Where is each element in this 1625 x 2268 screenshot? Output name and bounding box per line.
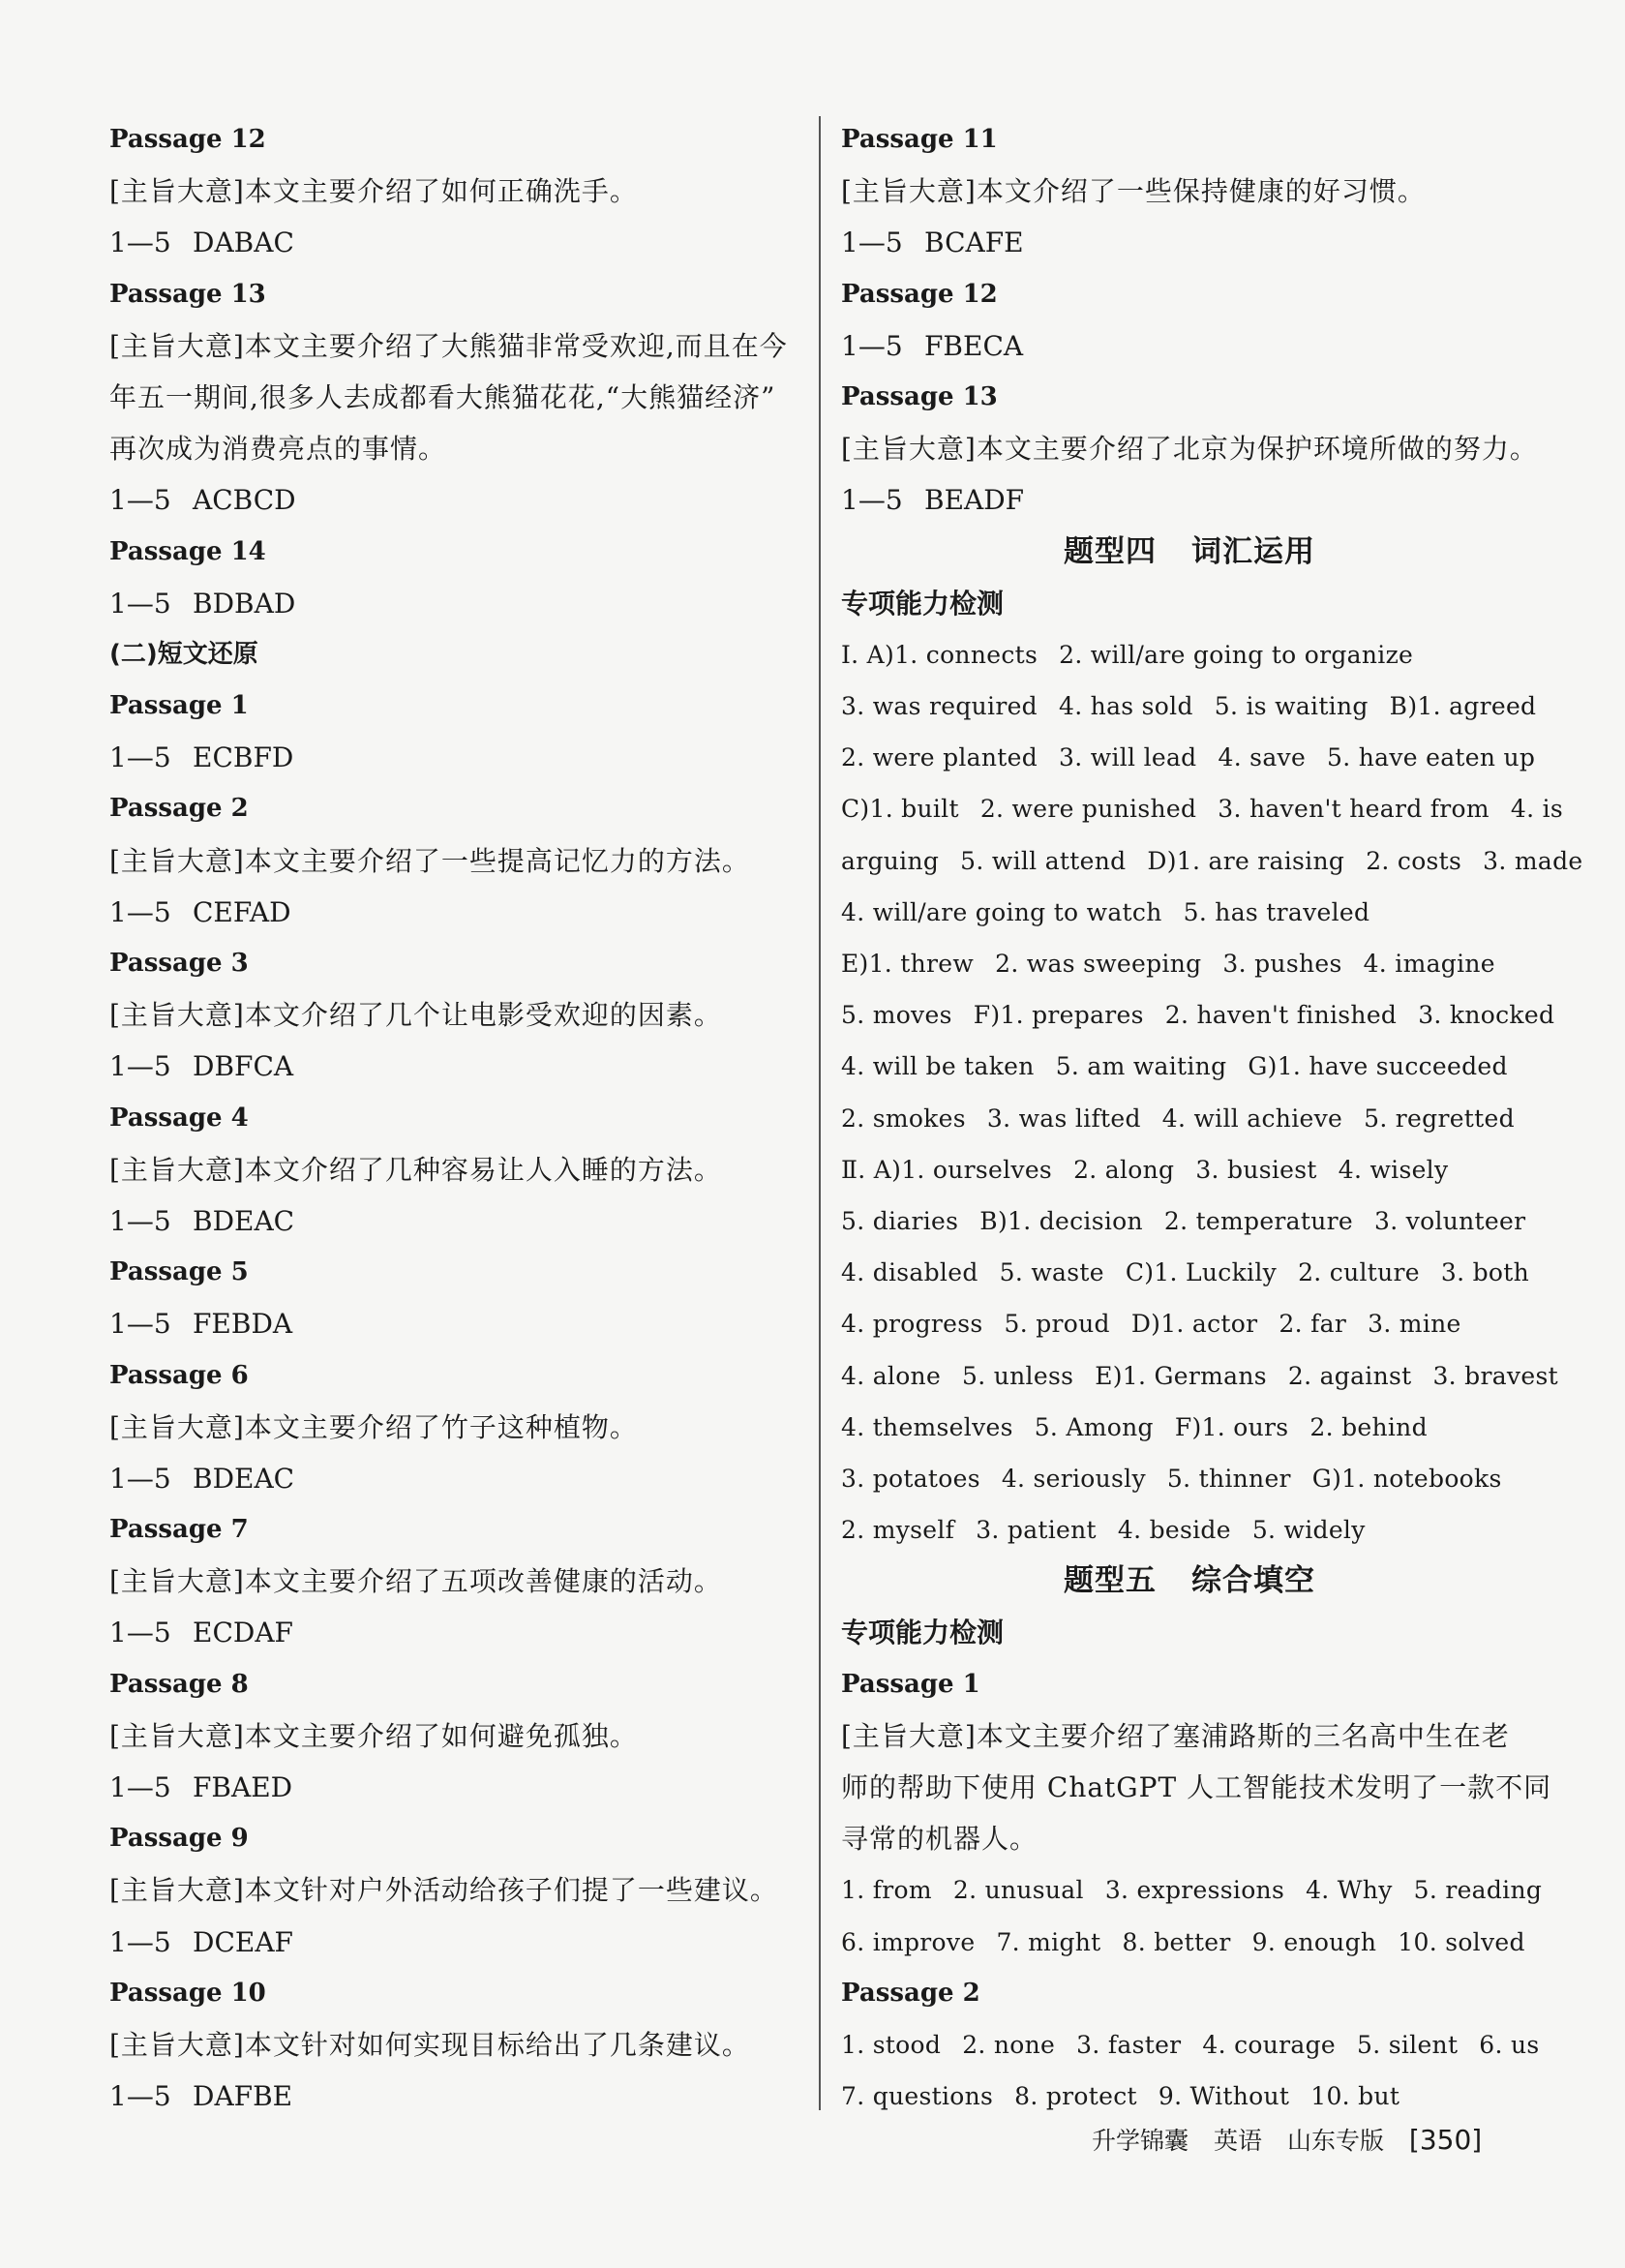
answer-item: 2. myself <box>841 1516 955 1545</box>
left-column <box>109 114 797 2122</box>
answer-line <box>109 1298 797 1349</box>
summary-text: [主旨大意]本文介绍了几个让电影受欢迎的因素。 <box>109 999 722 1032</box>
answer-line <box>109 217 797 268</box>
passage-heading: Passage 7 <box>109 1515 249 1545</box>
footer-edition: 山东专版 <box>1286 2127 1384 2155</box>
answer-item: 9. Without <box>1158 2082 1290 2111</box>
answer-item: 9. enough <box>1251 1927 1377 1956</box>
answer-item: 3. bravest <box>1432 1361 1558 1390</box>
answer-letters: BDEAC <box>193 1204 295 1237</box>
answer-letters: BDBAD <box>193 587 296 620</box>
answer-text-line <box>841 2019 1538 2071</box>
answer-letters: BEADF <box>924 484 1025 517</box>
answer-item: 3. was lifted <box>986 1104 1141 1133</box>
answer-range: 1—5 <box>109 1771 171 1803</box>
answer-item: 5. have eaten up <box>1327 743 1536 772</box>
answer-letters: FBECA <box>924 329 1024 362</box>
answer-letters: CEFAD <box>193 895 291 928</box>
answer-line <box>841 474 1538 526</box>
page-footer <box>1092 2116 1482 2164</box>
summary-text: [主旨大意]本文主要介绍了竹子这种植物。 <box>109 1410 638 1443</box>
answer-item: C)1. built <box>841 795 959 824</box>
passage-heading: Passage 6 <box>109 1360 249 1390</box>
answer-text-line <box>841 1041 1538 1092</box>
answer-range: 1—5 <box>109 227 171 259</box>
answer-item: 4. alone <box>841 1361 942 1390</box>
answer-line <box>841 217 1538 268</box>
answer-item: 4. has sold <box>1058 692 1193 721</box>
answer-item: D)1. actor <box>1130 1310 1258 1339</box>
answer-item: 4. themselves <box>841 1412 1013 1441</box>
summary-text: 再次成为消费亮点的事情。 <box>109 433 447 466</box>
summary-text: [主旨大意]本文主要介绍了北京为保护环境所做的努力。 <box>841 433 1538 466</box>
answer-item: 2. will/are going to organize <box>1059 640 1414 669</box>
answer-item: 4. imagine <box>1363 950 1495 978</box>
answer-item: 10. solved <box>1398 1927 1525 1956</box>
answer-item: 3. made <box>1483 846 1583 875</box>
answer-text-line <box>841 1864 1543 1916</box>
answer-letters: FEBDA <box>193 1308 293 1341</box>
answer-item: 5. waste <box>999 1258 1104 1287</box>
answer-item: 5. proud <box>1004 1310 1110 1339</box>
answer-item: 3. both <box>1440 1258 1529 1287</box>
answer-item: 4. Why <box>1306 1876 1393 1905</box>
passage-heading: Passage 1 <box>109 691 249 721</box>
passage-heading: Passage 3 <box>109 949 249 978</box>
answer-item: 5. Among <box>1034 1412 1154 1441</box>
answer-letters: FBAED <box>193 1771 293 1803</box>
answer-item: 3. patient <box>976 1516 1097 1545</box>
answer-item: 3. faster <box>1076 2030 1182 2059</box>
passage-heading: Passage 10 <box>109 1978 266 2008</box>
answer-item: 3. expressions <box>1104 1876 1285 1905</box>
answer-item: 4. disabled <box>841 1258 978 1287</box>
answer-item: 3. will lead <box>1059 743 1197 772</box>
section-subheading: (二)短文还原 <box>109 639 258 669</box>
answer-text-line <box>841 680 1538 732</box>
answer-item: 2. behind <box>1309 1412 1428 1441</box>
passage-heading: Passage 11 <box>841 125 998 154</box>
answer-letters: DCEAF <box>193 1925 293 1958</box>
answer-item: 5. am waiting <box>1055 1052 1227 1081</box>
question-type-name: 综合填空 <box>1191 1563 1315 1599</box>
answer-letters: DAFBE <box>193 2080 293 2113</box>
answer-item: 2. along <box>1073 1155 1175 1184</box>
answer-item: 4. save <box>1218 743 1307 772</box>
passage-heading: Passage 4 <box>109 1103 249 1133</box>
summary-text: [主旨大意]本文主要介绍了如何正确洗手。 <box>109 175 638 208</box>
summary-text: [主旨大意]本文主要介绍了塞浦路斯的三名高中生在老 <box>841 1719 1510 1752</box>
answer-text-line <box>841 629 1538 680</box>
ability-test-heading: 专项能力检测 <box>841 1617 1005 1649</box>
answer-item: Ⅱ. A)1. ourselves <box>841 1155 1053 1184</box>
answer-item: B)1. decision <box>979 1206 1143 1235</box>
answer-letters: DBFCA <box>193 1050 294 1083</box>
answer-line <box>109 1762 797 1813</box>
answer-item: C)1. Luckily <box>1125 1258 1278 1287</box>
passage-heading: Passage 12 <box>841 279 998 309</box>
answer-item: 3. pushes <box>1222 950 1342 978</box>
answer-item: 8. better <box>1122 1927 1231 1956</box>
passage-heading: Passage 5 <box>109 1257 249 1287</box>
answer-range: 1—5 <box>109 587 171 620</box>
summary-text: [主旨大意]本文主要介绍了五项改善健康的活动。 <box>109 1565 722 1598</box>
answer-text-line <box>841 1350 1558 1402</box>
passage-heading: Passage 1 <box>841 1669 980 1699</box>
question-type-title <box>841 527 1538 578</box>
answer-item: E)1. Germans <box>1095 1361 1267 1390</box>
answer-item: 5. unless <box>962 1361 1074 1390</box>
answer-text-line <box>841 1144 1538 1195</box>
answer-letters: ECDAF <box>193 1617 293 1649</box>
answer-item: 3. was required <box>841 692 1038 721</box>
answer-text-line <box>841 835 1583 887</box>
footer-subject: 英语 <box>1213 2127 1262 2155</box>
answer-range: 1—5 <box>109 1925 171 1958</box>
answer-item: 4. courage <box>1202 2030 1337 2059</box>
answer-item: 2. smokes <box>841 1104 966 1133</box>
footer-book-title: 升学锦囊 <box>1092 2127 1189 2155</box>
answer-line <box>841 320 1538 372</box>
column-divider <box>819 116 821 2110</box>
passage-heading: Passage 2 <box>109 794 249 824</box>
answer-item: 5. silent <box>1357 2030 1459 2059</box>
answer-letters: ECBFD <box>193 741 294 774</box>
answer-range: 1—5 <box>109 1308 171 1341</box>
answer-item: 1. from <box>841 1876 932 1905</box>
answer-item: G)1. have succeeded <box>1248 1052 1508 1081</box>
answer-item: 3. knocked <box>1418 1001 1555 1030</box>
answer-item: 5. will attend <box>960 846 1127 875</box>
answer-item: 3. potatoes <box>841 1464 980 1493</box>
answer-item: 1. stood <box>841 2030 942 2059</box>
passage-heading: Passage 13 <box>109 279 266 309</box>
answer-text-line <box>841 1453 1538 1504</box>
summary-text: [主旨大意]本文针对户外活动给孩子们提了一些建议。 <box>109 1874 778 1907</box>
answer-item: 2. were punished <box>979 795 1197 824</box>
answer-range: 1—5 <box>109 2080 171 2113</box>
ability-test-heading: 专项能力检测 <box>841 587 1005 620</box>
answer-line <box>109 1195 797 1247</box>
answer-text-line <box>841 1093 1538 1144</box>
answer-item: Ⅰ. A)1. connects <box>841 640 1038 669</box>
answer-line <box>109 1453 797 1504</box>
answer-item: 2. none <box>962 2030 1056 2059</box>
answer-text-line <box>841 1504 1538 1556</box>
answer-line <box>109 474 797 526</box>
passage-heading: Passage 2 <box>841 1978 980 2008</box>
answer-item: 2. far <box>1279 1310 1347 1339</box>
answer-item: 3. volunteer <box>1373 1206 1526 1235</box>
summary-text: 寻常的机器人。 <box>841 1823 1038 1856</box>
answer-item: 4. will be taken <box>841 1052 1035 1081</box>
answer-item: 2. against <box>1287 1361 1412 1390</box>
summary-text: [主旨大意]本文针对如何实现目标给出了几条建议。 <box>109 2028 750 2061</box>
answer-text-line <box>841 938 1538 989</box>
answer-item: 4. will achieve <box>1161 1104 1343 1133</box>
answer-item: 4. is <box>1510 795 1564 824</box>
answer-item: 6. us <box>1479 2030 1540 2059</box>
answer-item: 5. diaries <box>841 1206 959 1235</box>
answer-line <box>109 1607 797 1658</box>
answer-text-line <box>841 1917 1538 1968</box>
answer-range: 1—5 <box>841 484 903 517</box>
answer-item: 5. is waiting <box>1214 692 1369 721</box>
answer-line <box>109 887 797 938</box>
answer-item: 5. reading <box>1413 1876 1543 1905</box>
answer-text-line <box>841 1402 1538 1453</box>
answer-item: 5. widely <box>1251 1516 1366 1545</box>
answer-item: 2. temperature <box>1163 1206 1353 1235</box>
answer-text-line <box>841 1247 1538 1298</box>
answer-item: B)1. agreed <box>1389 692 1537 721</box>
answer-item: 5. moves <box>841 1001 952 1030</box>
answer-item: F)1. prepares <box>973 1001 1144 1030</box>
summary-text: [主旨大意]本文介绍了几种容易让人入睡的方法。 <box>109 1153 722 1186</box>
summary-text: 年五一期间,很多人去成都看大熊猫花花,“大熊猫经济” <box>109 380 776 413</box>
answer-text-line <box>841 989 1555 1041</box>
answer-line <box>109 1917 797 1968</box>
answer-text-line <box>841 2071 1538 2122</box>
answer-range: 1—5 <box>841 227 903 259</box>
answer-item: 3. haven't heard from <box>1218 795 1490 824</box>
summary-text: [主旨大意]本文介绍了一些保持健康的好习惯。 <box>841 175 1426 208</box>
answer-line <box>109 2071 797 2122</box>
answer-range: 1—5 <box>841 329 903 362</box>
passage-heading: Passage 13 <box>841 381 998 411</box>
answer-item: G)1. notebooks <box>1311 1464 1502 1493</box>
answer-item: 7. might <box>996 1927 1101 1956</box>
answer-text-line <box>841 887 1538 938</box>
answer-item: 5. thinner <box>1166 1464 1291 1493</box>
answer-letters: BCAFE <box>924 227 1024 259</box>
passage-heading: Passage 8 <box>109 1669 249 1699</box>
answer-item: 4. will/are going to watch <box>841 897 1162 926</box>
answer-range: 1—5 <box>109 741 171 774</box>
answer-line <box>109 578 797 629</box>
answer-letters: DABAC <box>193 227 294 259</box>
answer-text-line <box>841 732 1538 783</box>
answer-item: 2. costs <box>1366 846 1462 875</box>
answer-letters: ACBCD <box>193 484 296 517</box>
answer-item: E)1. threw <box>841 950 975 978</box>
answer-range: 1—5 <box>109 1204 171 1237</box>
answer-item: 4. beside <box>1117 1516 1231 1545</box>
answer-range: 1—5 <box>109 895 171 928</box>
answer-item: 5. has traveled <box>1183 897 1370 926</box>
summary-text: [主旨大意]本文主要介绍了如何避免孤独。 <box>109 1719 638 1752</box>
question-type-label: 题型四 <box>1064 533 1157 569</box>
answer-range: 1—5 <box>109 1617 171 1649</box>
summary-text: [主旨大意]本文主要介绍了一些提高记忆力的方法。 <box>109 844 750 877</box>
answer-line <box>109 732 797 783</box>
answer-item: 2. was sweeping <box>995 950 1202 978</box>
answer-text-line <box>841 1195 1538 1247</box>
answer-line <box>109 1041 797 1092</box>
answer-range: 1—5 <box>109 1462 171 1495</box>
answer-letters: BDEAC <box>193 1462 295 1495</box>
right-column <box>841 114 1583 2122</box>
answer-item: 2. haven't finished <box>1164 1001 1398 1030</box>
answer-text-line <box>841 1298 1538 1349</box>
passage-heading: Passage 9 <box>109 1824 249 1854</box>
answer-item: arguing <box>841 846 940 875</box>
answer-item: 4. wisely <box>1338 1155 1449 1184</box>
answer-item: 2. culture <box>1298 1258 1420 1287</box>
answer-item: 2. were planted <box>841 743 1038 772</box>
question-type-label: 题型五 <box>1064 1563 1157 1599</box>
summary-text: [主旨大意]本文主要介绍了大熊猫非常受欢迎,而且在今 <box>109 329 788 362</box>
passage-heading: Passage 14 <box>109 536 266 566</box>
question-type-name: 词汇运用 <box>1191 533 1315 569</box>
summary-text: 师的帮助下使用 ChatGPT 人工智能技术发明了一款不同 <box>841 1771 1552 1803</box>
answer-range: 1—5 <box>109 484 171 517</box>
answer-range: 1—5 <box>109 1050 171 1083</box>
question-type-title <box>841 1556 1538 1607</box>
answer-item: 3. mine <box>1368 1310 1461 1339</box>
answer-item: D)1. are raising <box>1147 846 1345 875</box>
answer-item: 2. unusual <box>952 1876 1084 1905</box>
page-number: [350] <box>1408 2124 1483 2156</box>
answer-item: 4. progress <box>841 1310 983 1339</box>
answer-item: 3. busiest <box>1195 1155 1317 1184</box>
answer-item: 6. improve <box>841 1927 976 1956</box>
answer-item: 7. questions <box>841 2082 994 2111</box>
passage-heading: Passage 12 <box>109 125 266 154</box>
answer-item: F)1. ours <box>1174 1412 1289 1441</box>
answer-text-line <box>841 783 1564 834</box>
answer-item: 5. regretted <box>1364 1104 1515 1133</box>
answer-item: 4. seriously <box>1001 1464 1146 1493</box>
answer-item: 10. but <box>1310 2082 1400 2111</box>
answer-item: 8. protect <box>1014 2082 1137 2111</box>
